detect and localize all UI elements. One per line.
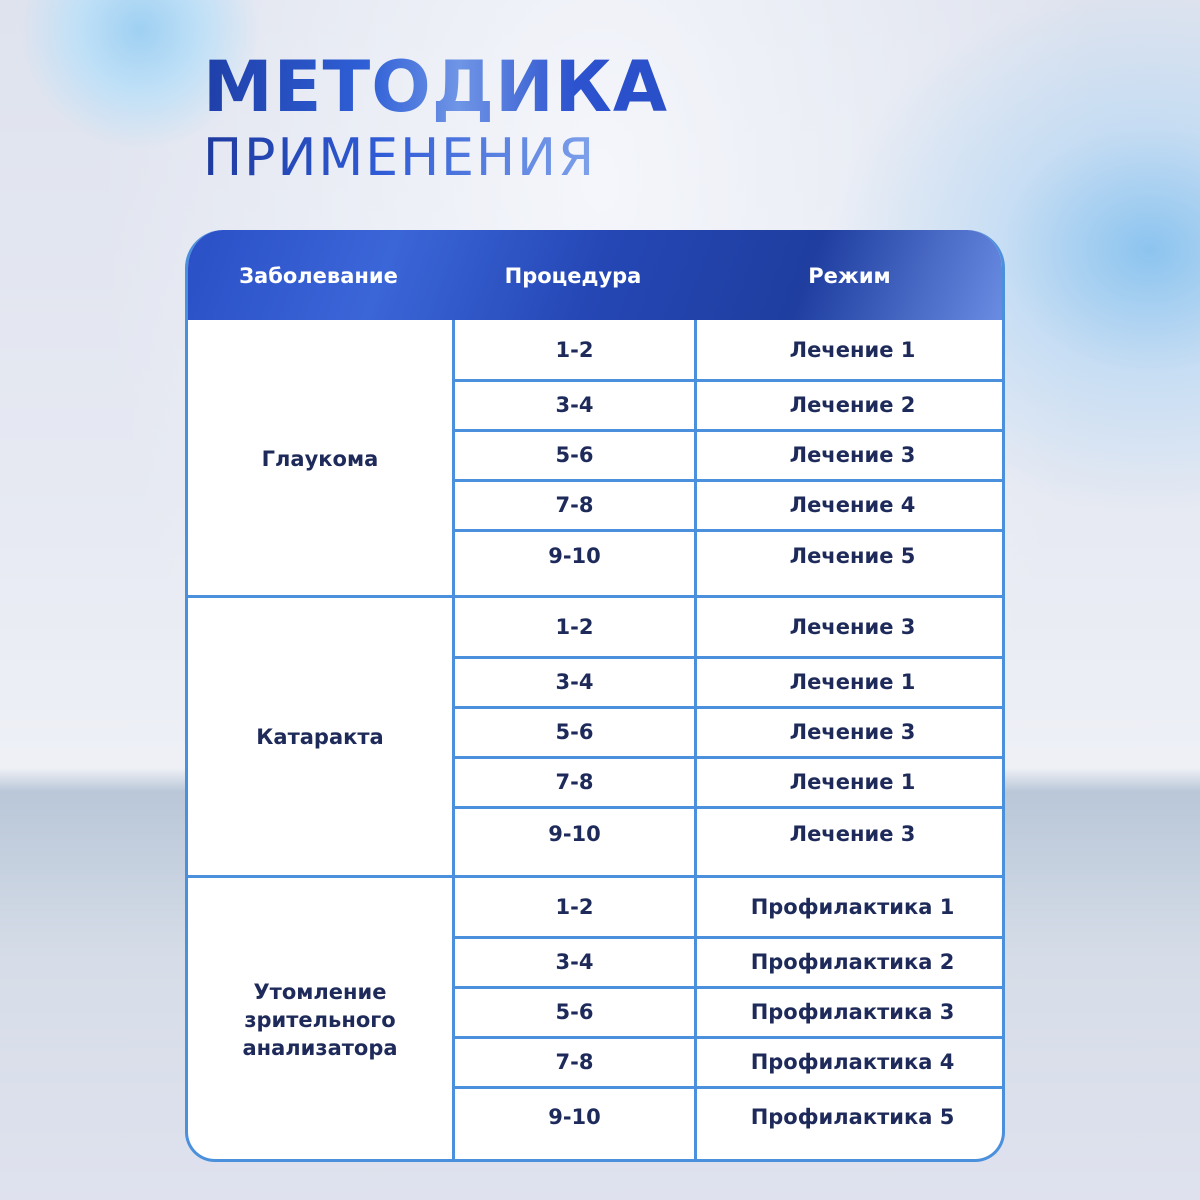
procedure-cell: 9-10	[548, 1104, 601, 1129]
mode-cell: Лечение 3	[789, 443, 916, 467]
procedure-cell: 3-4	[555, 950, 594, 974]
mode-cell: Лечение 4	[789, 493, 916, 517]
method-table	[185, 230, 1005, 1162]
procedure-cell: 3-4	[555, 393, 594, 417]
procedure-cell: 9-10	[548, 822, 601, 846]
header-mode: Режим	[808, 264, 891, 288]
mode-cell: Лечение 5	[789, 543, 916, 568]
title-sub: ПРИМЕНЕНИЯ	[203, 128, 597, 188]
mode-cell: Лечение 1	[789, 770, 916, 794]
title-main: МЕТОДИКА	[203, 46, 669, 128]
procedure-cell: 1-2	[555, 338, 594, 362]
mode-cell: Лечение 3	[789, 720, 916, 744]
procedure-cell: 5-6	[555, 443, 594, 467]
mode-cell: Профилактика 2	[750, 950, 955, 974]
mode-cell: Профилактика 4	[750, 1050, 955, 1074]
procedure-cell: 9-10	[548, 543, 601, 568]
disease-cell: Утомление зрительного анализатора	[242, 979, 398, 1060]
disease-cell: Катаракта	[256, 725, 384, 749]
procedure-cell: 7-8	[555, 770, 594, 794]
mode-cell: Лечение 3	[789, 822, 916, 846]
mode-cell: Профилактика 1	[750, 895, 955, 919]
procedure-cell: 3-4	[555, 670, 594, 694]
procedure-cell: 1-2	[555, 895, 594, 919]
header-disease: Заболевание	[239, 264, 398, 288]
procedure-cell: 1-2	[555, 615, 594, 639]
procedure-cell: 5-6	[555, 720, 594, 744]
mode-cell: Лечение 2	[789, 393, 916, 417]
mode-cell: Лечение 1	[789, 670, 916, 694]
mode-cell: Профилактика 3	[750, 1000, 955, 1024]
procedure-cell: 5-6	[555, 1000, 594, 1024]
procedure-cell: 7-8	[555, 493, 594, 517]
procedure-cell: 7-8	[555, 1050, 594, 1074]
mode-cell: Лечение 3	[789, 615, 916, 639]
header-procedure: Процедура	[504, 264, 642, 288]
mode-cell: Профилактика 5	[750, 1104, 955, 1129]
mode-cell: Лечение 1	[789, 338, 916, 362]
disease-cell: Глаукома	[261, 446, 379, 471]
table-header	[185, 230, 1005, 320]
